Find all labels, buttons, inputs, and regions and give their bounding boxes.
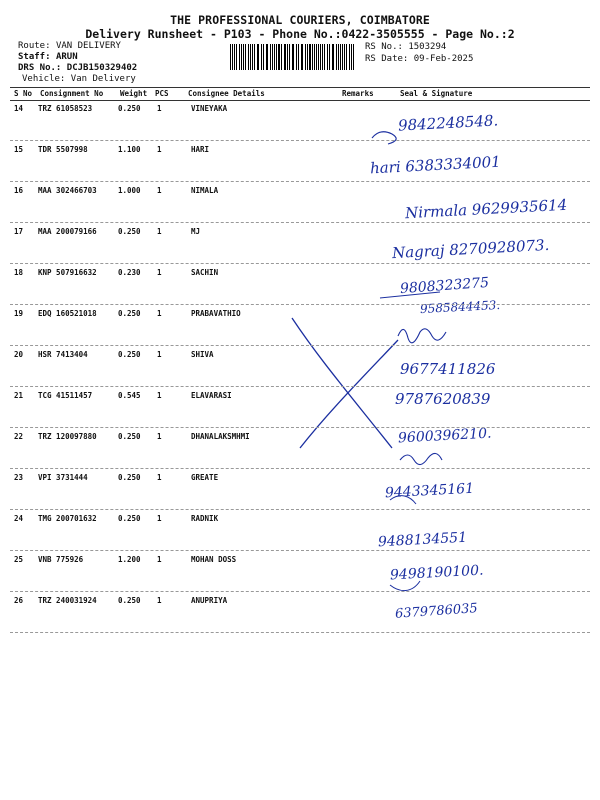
row-pcs: 1: [157, 145, 162, 154]
row-divider: [10, 632, 590, 633]
handwritten-signature: 9677411826: [400, 360, 496, 378]
barcode-bar: [351, 44, 352, 70]
row-consignment-no: TRZ 61058523: [38, 104, 93, 113]
staff-label: Staff:: [18, 52, 51, 62]
row-consignment-no: VNB 775926: [38, 555, 84, 564]
row-weight: 0.250: [118, 104, 141, 113]
barcode-bar: [248, 44, 249, 70]
row-pcs: 1: [157, 514, 162, 523]
column-headers: [14, 89, 586, 100]
row-divider: [10, 591, 590, 592]
row-consignee: MOHAN DOSS: [191, 555, 237, 564]
route-label: Route:: [18, 41, 51, 51]
barcode-bar: [267, 44, 268, 70]
row-consignment-no: VPI 3731444: [38, 473, 88, 482]
row-consignee: ELAVARASI: [191, 391, 232, 400]
table-row: [0, 100, 600, 141]
row-weight: 1.000: [118, 186, 141, 195]
col-remarks: Remarks: [342, 89, 374, 98]
barcode-bar: [322, 44, 323, 70]
row-pcs: 1: [157, 596, 162, 605]
row-consignment-no: TCG 41511457: [38, 391, 93, 400]
row-consignee: VINEYAKA: [191, 104, 228, 113]
row-pcs: 1: [157, 432, 162, 441]
row-sno: 26: [14, 596, 24, 605]
rs-details: [365, 41, 473, 65]
row-consignee: SACHIN: [191, 268, 219, 277]
table-row: [0, 551, 600, 592]
barcode-bar: [236, 44, 237, 70]
table-row: [0, 387, 600, 428]
row-consignment-no: TDR 5507998: [38, 145, 88, 154]
col-weight: Weight: [120, 89, 148, 98]
barcode-bar: [274, 44, 275, 70]
row-consignment-no: EDQ 160521018: [38, 309, 97, 318]
handwritten-signature: hari 6383334001: [369, 152, 502, 178]
header-top-rule: [10, 87, 590, 88]
row-weight: 0.230: [118, 268, 141, 277]
row-consignment-no: TRZ 120097880: [38, 432, 97, 441]
row-consignee: PRABAVATHIO: [191, 309, 241, 318]
barcode-bar: [346, 44, 347, 70]
barcode-bar: [263, 44, 264, 70]
row-consignment-no: MAA 200079166: [38, 227, 97, 236]
barcode-bar: [296, 44, 297, 70]
document-title: THE PROFESSIONAL COURIERS, COIMBATORE: [170, 13, 430, 27]
row-sno: 14: [14, 104, 24, 113]
barcode-bar: [329, 44, 330, 70]
table-row: [0, 305, 600, 346]
staff-value: ARUN: [55, 52, 78, 62]
barcode-bar: [302, 44, 303, 70]
row-pcs: 1: [157, 268, 162, 277]
row-sno: 21: [14, 391, 24, 400]
row-pcs: 1: [157, 104, 162, 113]
runsheet-subtitle: Delivery Runsheet - P103 - Phone No.:0422-3505555 - Page No.:2: [85, 27, 515, 41]
rs-date: RS Date: 09-Feb-2025: [365, 54, 474, 64]
handwritten-signature: 6379786035: [394, 601, 479, 622]
route-line: [18, 41, 137, 52]
row-divider: [10, 509, 590, 510]
vehicle-line: [22, 74, 137, 85]
barcode-bar: [309, 44, 310, 70]
row-divider: [10, 304, 590, 305]
row-pcs: 1: [157, 309, 162, 318]
barcode-bar: [316, 44, 317, 70]
row-weight: 1.100: [118, 145, 141, 154]
row-consignment-no: TRZ 240031924: [38, 596, 97, 605]
barcode: [230, 44, 355, 70]
vehicle-label: Vehicle:: [22, 74, 66, 84]
handwritten-signature: 9498190100.: [389, 562, 484, 584]
handwritten-signature: 9842248548.: [397, 111, 499, 135]
row-consignee: MJ: [191, 227, 201, 236]
col-pcs: PCS: [155, 89, 169, 98]
col-consignment: Consignment No: [40, 89, 104, 98]
handwritten-signature: Nirmala 9629935614: [404, 195, 568, 223]
row-divider: [10, 427, 590, 428]
row-weight: 0.250: [118, 309, 141, 318]
handwritten-signature: 9443345161: [384, 480, 475, 502]
handwritten-signature: 9585844453.: [419, 297, 501, 317]
barcode-bar: [281, 44, 282, 70]
barcode-bar: [243, 44, 244, 70]
row-consignee: NIMALA: [191, 186, 219, 195]
runsheet-details: [18, 41, 137, 85]
row-sno: 23: [14, 473, 24, 482]
handwritten-signature: Nagraj 8270928073.: [391, 235, 550, 263]
row-consignment-no: KNP 507916632: [38, 268, 97, 277]
row-weight: 0.250: [118, 514, 141, 523]
handwritten-signature: 9488134551: [377, 529, 468, 551]
table-row: [0, 425, 600, 469]
col-sno: S No: [14, 89, 33, 98]
row-divider: [10, 181, 590, 182]
barcode-bar: [241, 44, 242, 70]
col-signature: Seal & Signature: [400, 89, 473, 98]
row-divider: [10, 386, 590, 387]
col-consignee: Consignee Details: [188, 89, 265, 98]
row-consignment-no: MAA 302466703: [38, 186, 97, 195]
row-weight: 0.250: [118, 227, 141, 236]
row-weight: 0.545: [118, 391, 141, 400]
table-row: [0, 592, 600, 633]
row-sno: 16: [14, 186, 24, 195]
table-row: [0, 264, 600, 305]
barcode-bar: [254, 44, 255, 70]
row-sno: 15: [14, 145, 24, 154]
handwritten-signature: 9808323275: [399, 274, 490, 298]
row-consignee: SHIVA: [191, 350, 214, 359]
route-value: VAN DELIVERY: [55, 41, 121, 51]
row-consignee: HARI: [191, 145, 210, 154]
row-pcs: 1: [157, 555, 162, 564]
row-weight: 1.200: [118, 555, 141, 564]
barcode-bar: [261, 44, 262, 70]
row-pcs: 1: [157, 186, 162, 195]
row-sno: 20: [14, 350, 24, 359]
staff-line: [18, 52, 137, 63]
table-row: [0, 510, 600, 551]
barcode-bar: [324, 44, 325, 70]
drs-line: [18, 63, 137, 74]
barcode-bar: [278, 44, 279, 70]
row-consignment-no: HSR 7413404: [38, 350, 88, 359]
row-divider: [10, 345, 590, 346]
barcode-bar: [230, 44, 231, 70]
drs-value: DCJB150329402: [66, 63, 138, 73]
row-divider: [10, 140, 590, 141]
row-pcs: 1: [157, 350, 162, 359]
row-sno: 22: [14, 432, 24, 441]
row-consignment-no: TMG 200701632: [38, 514, 97, 523]
row-pcs: 1: [157, 473, 162, 482]
row-pcs: 1: [157, 227, 162, 236]
vehicle-value: Van Delivery: [70, 74, 136, 84]
table-row: [0, 346, 600, 387]
rs-number: RS No.: 1503294: [365, 42, 447, 52]
row-sno: 17: [14, 227, 24, 236]
row-weight: 0.250: [118, 473, 141, 482]
handwritten-signature: 9600396210.: [397, 425, 492, 447]
row-sno: 18: [14, 268, 24, 277]
row-weight: 0.250: [118, 350, 141, 359]
row-consignee: GREATE: [191, 473, 219, 482]
row-consignee: DHANALAKSMHMI: [191, 432, 250, 441]
row-consignee: RADNIK: [191, 514, 219, 523]
barcode-bar: [293, 44, 294, 70]
row-weight: 0.250: [118, 596, 141, 605]
barcode-bar: [307, 44, 308, 70]
barcode-bar: [287, 44, 288, 70]
row-consignee: ANUPRIYA: [191, 596, 228, 605]
row-divider: [10, 468, 590, 469]
row-divider: [10, 550, 590, 551]
drs-label: DRS No.:: [18, 63, 62, 73]
table-row: [0, 469, 600, 510]
barcode-bar: [340, 44, 341, 70]
row-divider: [10, 263, 590, 264]
table-row: [0, 141, 600, 182]
row-divider: [10, 222, 590, 223]
row-sno: 24: [14, 514, 24, 523]
row-sno: 25: [14, 555, 24, 564]
row-weight: 0.250: [118, 432, 141, 441]
row-sno: 19: [14, 309, 24, 318]
barcode-bar: [336, 44, 337, 70]
handwritten-signature: 9787620839: [395, 390, 491, 408]
row-pcs: 1: [157, 391, 162, 400]
